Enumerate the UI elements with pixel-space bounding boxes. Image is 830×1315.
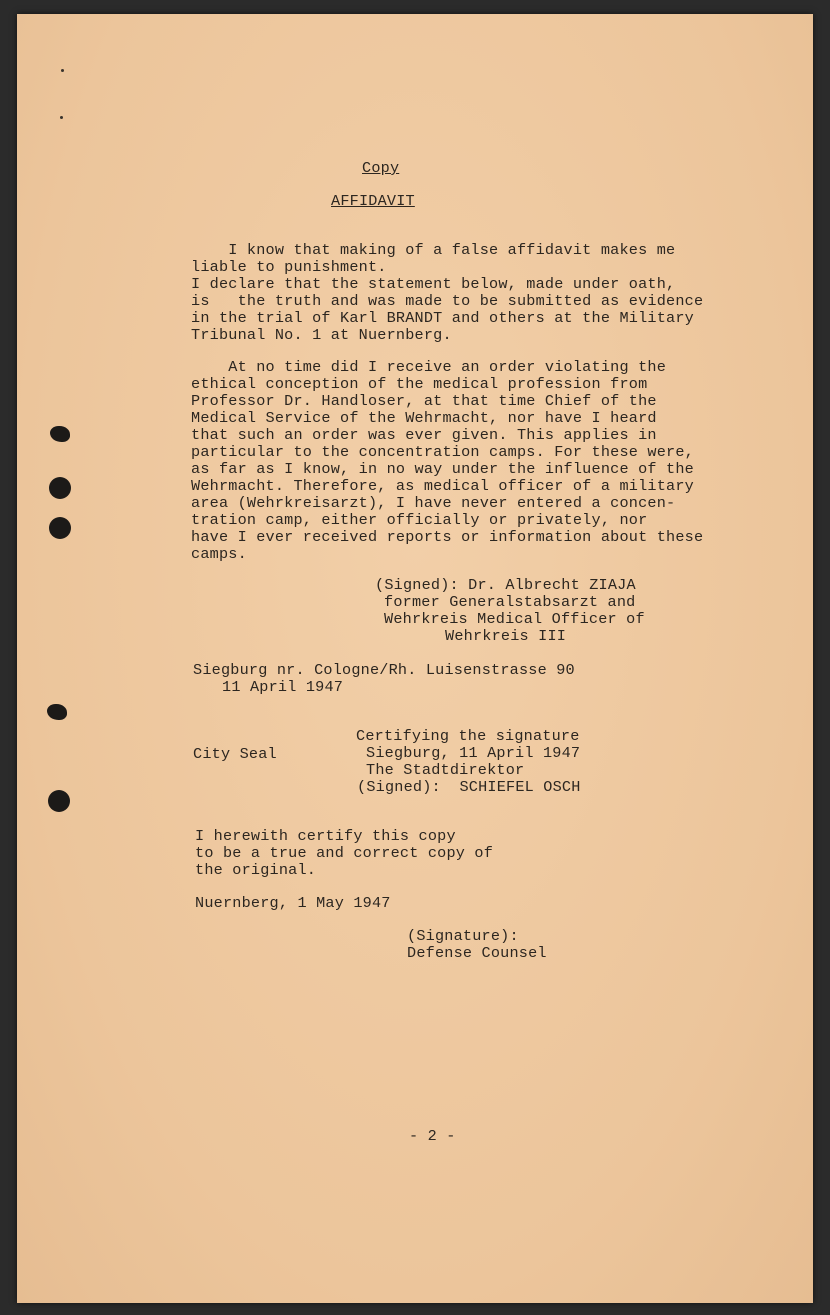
final-signature: (Signature): <box>407 927 519 945</box>
para1-line4: is the truth and was made to be submitted as evidence <box>191 292 704 310</box>
para2-line6: particular to the concentration camps. For these were, <box>191 443 694 461</box>
para1-line6: Tribunal No. 1 at Nuernberg. <box>191 326 452 344</box>
para2-line2: ethical conception of the medical profession from <box>191 375 648 393</box>
punch-hole-1 <box>50 426 70 442</box>
para2-line7: as far as I know, in no way under the influence of the <box>191 460 694 478</box>
para1-line5: in the trial of Karl BRANDT and others at the Military <box>191 309 694 327</box>
para2-line9: area (Wehrkreisarzt), I have never entered a concen- <box>191 494 676 512</box>
certify-line2: Siegburg, 11 April 1947 <box>366 744 581 762</box>
certify-line1: Certifying the signature <box>356 727 580 745</box>
city-seal-label: City Seal <box>193 745 277 763</box>
date-line: 11 April 1947 <box>222 678 344 696</box>
signature-line2: former Generalstabsarzt and <box>384 593 636 611</box>
punch-hole-4 <box>47 704 67 720</box>
para2-line12: camps. <box>191 545 247 563</box>
certify-line4: (Signed): SCHIEFEL OSCH <box>357 778 581 796</box>
certify-line3: The Stadtdirektor <box>366 761 525 779</box>
copy-cert-line2: to be a true and correct copy of <box>195 844 494 862</box>
place-line: Siegburg nr. Cologne/Rh. Luisenstrasse 90 <box>193 661 575 679</box>
page-number: - 2 - <box>409 1127 456 1145</box>
punch-hole-3 <box>49 517 71 539</box>
signature-line1: (Signed): Dr. Albrecht ZIAJA <box>375 576 636 594</box>
para2-line5: that such an order was ever given. This applies in <box>191 426 657 444</box>
speck-2 <box>60 116 63 119</box>
nuernberg-date: Nuernberg, 1 May 1947 <box>195 894 391 912</box>
para2-line3: Professor Dr. Handloser, at that time Chief of the <box>191 392 657 410</box>
punch-hole-5 <box>48 790 70 812</box>
signature-line3: Wehrkreis Medical Officer of <box>384 610 645 628</box>
para2-line11: have I ever received reports or information about these <box>191 528 704 546</box>
para2-line10: tration camp, either officially or privately, nor <box>191 511 648 529</box>
defense-counsel: Defense Counsel <box>407 944 547 962</box>
document-page <box>17 14 813 1303</box>
signature-line4: Wehrkreis III <box>445 627 567 645</box>
para2-line4: Medical Service of the Wehrmacht, nor have I heard <box>191 409 657 427</box>
punch-hole-2 <box>49 477 71 499</box>
affidavit-title: AFFIDAVIT <box>331 192 415 210</box>
copy-cert-line1: I herewith certify this copy <box>195 827 456 845</box>
copy-heading: Copy <box>362 159 400 177</box>
para1-line3: I declare that the statement below, made under oath, <box>191 275 676 293</box>
speck-1 <box>61 69 64 72</box>
copy-cert-line3: the original. <box>195 861 317 879</box>
para1-line2: liable to punishment. <box>191 258 387 276</box>
para1-line1: I know that making of a false affidavit makes me <box>191 241 676 259</box>
para2-line8: Wehrmacht. Therefore, as medical officer of a military <box>191 477 694 495</box>
para2-line1: At no time did I receive an order violating the <box>191 358 667 376</box>
